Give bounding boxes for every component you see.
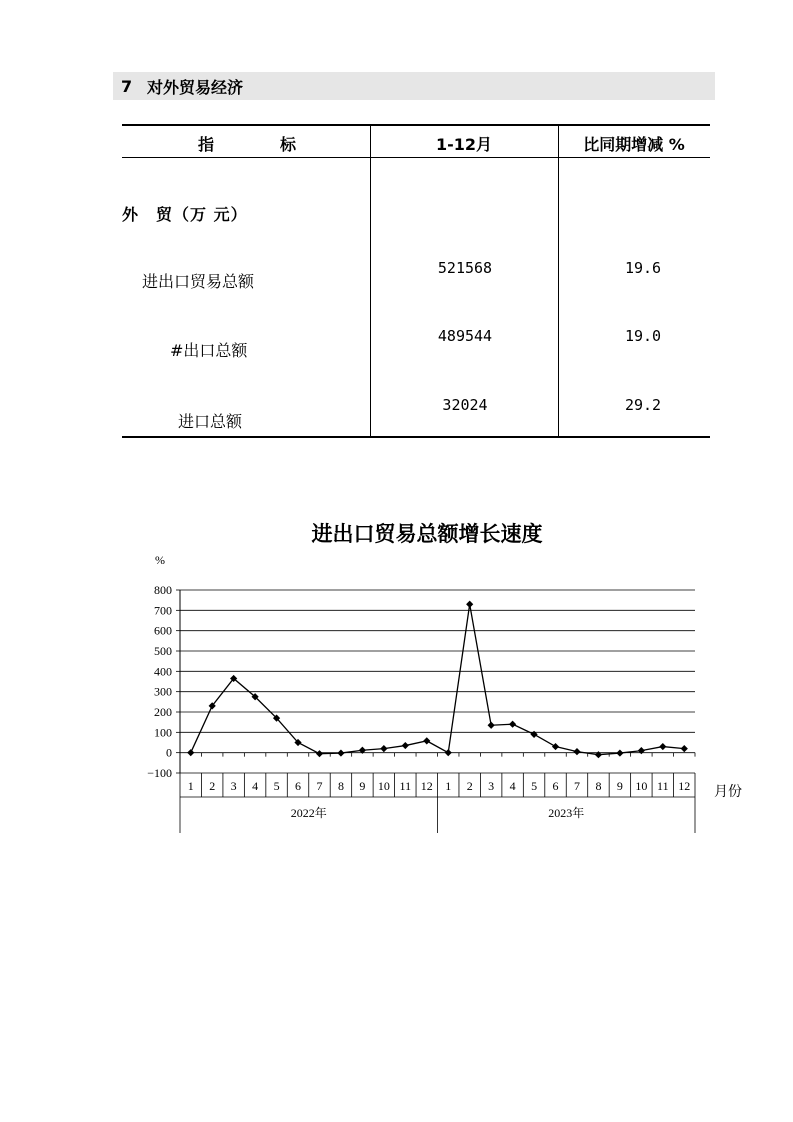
- row-change-import: 29.2: [624, 396, 662, 414]
- data-point-marker: [423, 737, 430, 744]
- row-label-import: 进口总额: [178, 412, 243, 431]
- data-point-marker: [638, 747, 645, 754]
- x-tick-label: 3: [488, 779, 495, 793]
- section-header: [113, 72, 715, 100]
- x-tick-label: 2: [209, 779, 216, 793]
- data-point-marker: [316, 750, 323, 757]
- trade-table: [122, 124, 710, 438]
- y-tick-label: 500: [154, 644, 172, 658]
- x-axis-label: 月份: [714, 785, 742, 800]
- table-bottom-rule: [122, 436, 710, 438]
- section-title: 对外贸易经济: [147, 77, 244, 97]
- x-tick-label: 12: [420, 779, 433, 793]
- group-label-foreign-trade: 外 贸（万 元）: [122, 205, 248, 224]
- header-period: 1-12月: [435, 135, 493, 154]
- x-tick-label: 6: [295, 779, 302, 793]
- y-axis-unit-label: %: [155, 553, 165, 567]
- x-tick-label: 10: [635, 779, 648, 793]
- x-tick-label: 6: [552, 779, 559, 793]
- growth-line-chart: [140, 510, 760, 840]
- row-value-total: 521568: [437, 259, 493, 277]
- x-tick-label: 9: [359, 779, 366, 793]
- x-tick-label: 7: [573, 779, 580, 793]
- x-tick-label: 3: [230, 779, 237, 793]
- x-tick-label: 7: [316, 779, 323, 793]
- x-tick-label: 4: [509, 779, 516, 793]
- y-tick-label: 800: [154, 583, 172, 597]
- row-change-export: 19.0: [624, 327, 662, 345]
- y-tick-label: 700: [154, 603, 172, 618]
- data-point-marker: [681, 745, 688, 752]
- x-group-label: 2023年: [548, 806, 585, 820]
- x-tick-label: 11: [657, 779, 669, 793]
- y-tick-label: 300: [154, 684, 172, 699]
- y-tick-label: 100: [154, 725, 172, 740]
- x-tick-label: 12: [678, 779, 691, 793]
- x-tick-label: 9: [616, 779, 623, 793]
- data-point-marker: [509, 721, 516, 728]
- row-label-total: 进出口贸易总额: [142, 272, 255, 291]
- data-point-marker: [573, 748, 580, 755]
- table-divider-2: [558, 126, 559, 436]
- data-point-marker: [616, 749, 623, 756]
- table-header-rule: [122, 157, 710, 158]
- row-value-export: 489544: [437, 327, 493, 345]
- y-tick-label: 400: [154, 664, 172, 679]
- row-change-total: 19.6: [624, 259, 662, 277]
- x-tick-label: 10: [377, 779, 390, 793]
- data-point-marker: [380, 745, 387, 752]
- x-tick-label: 5: [273, 779, 280, 793]
- data-point-marker: [659, 743, 666, 750]
- data-point-marker: [187, 749, 194, 756]
- y-tick-label: 200: [154, 705, 172, 719]
- x-tick-label: 5: [531, 779, 538, 793]
- data-point-marker: [445, 749, 452, 756]
- header-indicator-right: 标: [280, 135, 297, 154]
- x-tick-label: 4: [252, 779, 259, 793]
- data-point-marker: [337, 749, 344, 756]
- header-indicator-left: 指: [198, 135, 215, 154]
- data-point-marker: [595, 751, 602, 758]
- row-label-export: #出口总额: [170, 341, 248, 360]
- chart-title: 进出口贸易总额增长速度: [311, 522, 543, 546]
- data-point-marker: [552, 743, 559, 750]
- row-value-import: 32024: [442, 396, 488, 414]
- section-number: 7: [121, 76, 133, 96]
- x-tick-label: 2: [466, 779, 473, 793]
- x-tick-label: 11: [399, 779, 412, 793]
- x-tick-label: 1: [445, 779, 452, 793]
- table-top-rule: [122, 124, 710, 126]
- x-tick-label: 8: [595, 779, 602, 793]
- x-tick-label: 8: [337, 779, 344, 793]
- data-point-marker: [402, 742, 409, 749]
- x-tick-label: 1: [187, 779, 194, 793]
- y-tick-label: −100: [147, 766, 172, 780]
- x-group-label: 2022年: [290, 806, 327, 820]
- header-change: 比同期增减 %: [583, 135, 685, 154]
- data-point-marker: [530, 731, 537, 738]
- y-tick-label: 600: [154, 623, 172, 638]
- table-divider-1: [370, 126, 371, 436]
- y-tick-label: 0: [166, 745, 172, 760]
- data-point-marker: [466, 601, 473, 608]
- data-point-marker: [488, 722, 495, 729]
